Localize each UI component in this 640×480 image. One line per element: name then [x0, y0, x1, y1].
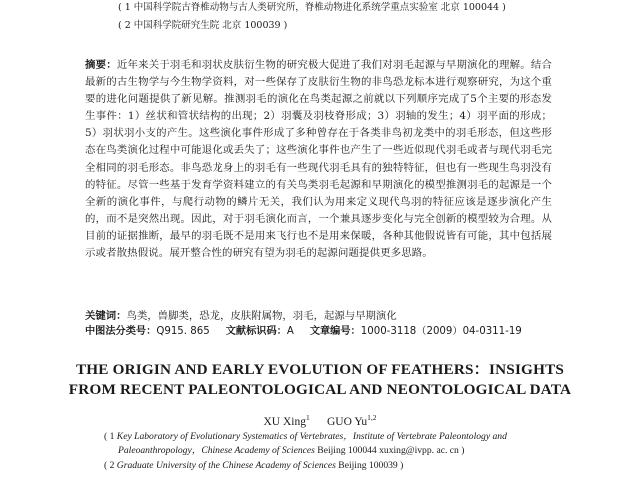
- author-1-name: XU Xing: [263, 415, 306, 428]
- affiliation-2-address: Beijing 100039 ): [335, 460, 404, 471]
- chinese-affiliation-1: ( 1 中国科学院古脊椎动物与古人类研究所，脊椎动物进化系统学重点实验室 北京 100044 ): [118, 2, 506, 13]
- english-title-line-2: FROM RECENT PALEONTOLOGICAL AND NEONTOLOGICAL DATA: [68, 381, 572, 398]
- keywords-text: 鸟类，兽脚类，恐龙，皮肤附属物，羽毛，起源与早期演化: [126, 310, 397, 322]
- clc-label: 中图法分类号：: [85, 326, 157, 337]
- affiliation-2-institution: Graduate University of the Chinese Academy of Sciences: [116, 460, 336, 471]
- article-number-value: 1000-3118（2009）04-0311-19: [360, 326, 522, 337]
- author-2-name: GUO Yu: [326, 415, 368, 428]
- english-affiliation-1-continued: [118, 444, 464, 458]
- english-affiliation-2: [104, 459, 403, 473]
- article-number-label: 文章编号：: [309, 326, 361, 337]
- english-affiliation-1: [104, 430, 507, 444]
- author-2-superscript: 1,2: [367, 413, 377, 422]
- abstract-text: 近年来关于羽毛和羽状皮肤衍生物的研究极大促进了我们对羽毛起源与早期演化的理解。结合最新的古生物学与今生物学资料，对一些保存了皮肤衍生物的非鸟恐龙标本进行观察研究，为这个重要的进化问题提供了新见解。推测羽毛的演化在鸟类起源之前就以下列顺序完成了5个主要的形态发生事件：1）丝状和管状结构的出现；2）羽囊及羽枝脊形成；3）羽轴的发生；4）羽平面的形成；5）羽状羽小支的产生。这些演化事件形成了多种曾存在于各类非鸟初龙类中的羽毛形态，但这些形态在鸟类演化过程中可能退化或丢失了；这些演化事件也产生了一些近似现代羽毛或者与现代羽毛完全相同的羽毛形态。非鸟恐龙身上的羽毛有一些现代羽毛具有的独特特征，但也有一些现生鸟羽没有的特征。尽管一些基于发育学资料建立的有关鸟类羽毛起源和早期演化的模型推测羽毛的起源是一个全新的演化事件，与爬行动物的鳞片无关，我们认为用来定义现代鸟羽的特征应该是逐步演化产生的，而不是突然出现。因此，对于羽毛演化而言，一个兼具逐步变化与完全创新的模型较为合理。从目前的证据推断，最早的羽毛既不是用来飞行也不是用来保暖，各种其他假说皆有可能，其中包括展示或者散热假说。展开整合性的研究有望为羽毛的起源问题提供更多思路。: [85, 59, 553, 260]
- keywords-label: 关键词：: [85, 310, 127, 322]
- clc-value: Q915. 865: [156, 326, 210, 337]
- english-title: [40, 360, 600, 400]
- classification-line: [85, 324, 522, 340]
- abstract-label: 摘要：: [85, 59, 117, 71]
- doc-code-value: A: [286, 326, 294, 337]
- affiliation-2-prefix: ( 2: [104, 460, 117, 471]
- affiliation-1-address: Beijing 100044 xuxing@ivpp. ac. cn ): [314, 445, 465, 456]
- author-1-superscript: 1: [305, 413, 310, 422]
- chinese-abstract: [85, 57, 552, 262]
- affiliation-1-prefix: ( 1: [104, 431, 117, 442]
- english-title-line-1: THE ORIGIN AND EARLY EVOLUTION OF FEATHERS：INSIGHTS: [75, 361, 565, 378]
- chinese-affiliation-2: ( 2 中国科学院研究生院 北京 100039 ): [118, 20, 288, 31]
- authors: [0, 411, 640, 429]
- doc-code-label: 文献标识码：: [225, 326, 287, 337]
- affiliation-1-institution-continued: Paleoanthropology，Chinese Academy of Sciences: [118, 445, 315, 456]
- affiliation-1-institution: Key Laboratory of Evolutionary Systematics of Vertebrates，Institute of Vertebrate Paleontology and: [116, 431, 507, 442]
- keywords: [85, 308, 565, 324]
